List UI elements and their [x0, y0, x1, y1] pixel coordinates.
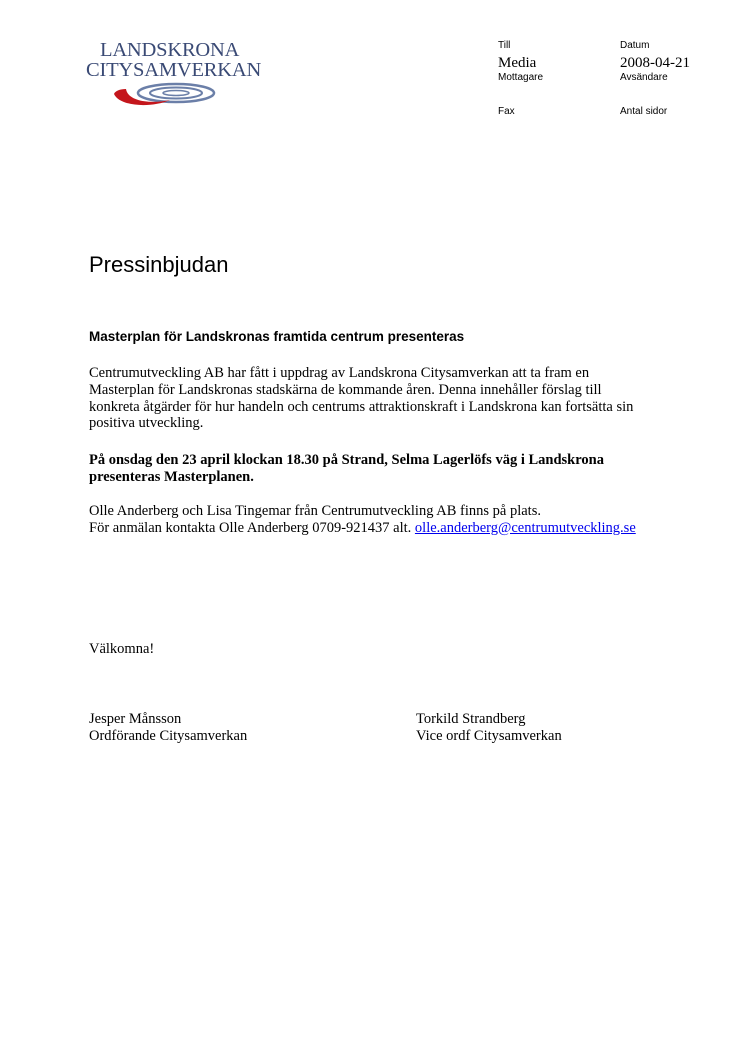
welcome-text: Välkomna! — [89, 641, 155, 657]
datum-value: 2008-04-21 — [620, 55, 690, 71]
mottagare-label: Mottagare — [498, 72, 544, 83]
contact-line — [89, 520, 689, 537]
signature-name: Torkild Strandberg — [416, 711, 526, 727]
intro-line: konkreta åtgärder för hur handeln och centrums attraktionskraft i Landskrona kan fortsätta sin — [89, 398, 634, 415]
headline: Masterplan för Landskronas framtida centrum presenteras — [89, 329, 465, 344]
page-title: Pressinbjudan — [89, 252, 229, 277]
signature-role: Vice ordf Citysamverkan — [416, 728, 562, 744]
signature-left — [89, 711, 247, 745]
logo-text-line2: CITYSAMVERKAN — [86, 59, 262, 81]
event-line: presenteras Masterplanen. — [89, 468, 254, 485]
fax-label: Fax — [498, 106, 515, 117]
logo-swoosh-icon — [112, 80, 222, 108]
antal-sidor-label: Antal sidor — [620, 106, 668, 117]
signature-right — [416, 711, 562, 745]
intro-line: Centrumutveckling AB har fått i uppdrag av Landskrona Citysamverkan att ta fram en — [89, 365, 590, 381]
contact-paragraph — [89, 503, 689, 537]
event-line: På onsdag den 23 april klockan 18.30 på Strand, Selma Lagerlöfs väg i Landskrona — [89, 452, 604, 468]
contact-line: Olle Anderberg och Lisa Tingemar från Centrumutveckling AB finns på plats. — [89, 503, 541, 519]
intro-line: positiva utveckling. — [89, 415, 204, 432]
email-link[interactable]: olle.anderberg@centrumutveckling.se — [414, 519, 636, 536]
signature-role: Ordförande Citysamverkan — [89, 728, 248, 744]
contact-prefix: För anmälan kontakta Olle Anderberg 0709-921437 alt. — [89, 519, 415, 536]
avsandare-label: Avsändare — [620, 72, 668, 83]
event-paragraph — [89, 452, 689, 486]
intro-line: Masterplan för Landskronas stadskärna de kommande åren. Denna innehåller förslag till — [89, 381, 602, 398]
intro-paragraph — [89, 365, 689, 432]
till-label: Till — [498, 40, 511, 51]
datum-label: Datum — [620, 40, 650, 51]
citysamverkan-logo — [86, 39, 262, 110]
signature-name: Jesper Månsson — [89, 711, 182, 727]
till-value: Media — [498, 55, 537, 71]
logo-text-line1: LANDSKRONA — [100, 39, 240, 61]
